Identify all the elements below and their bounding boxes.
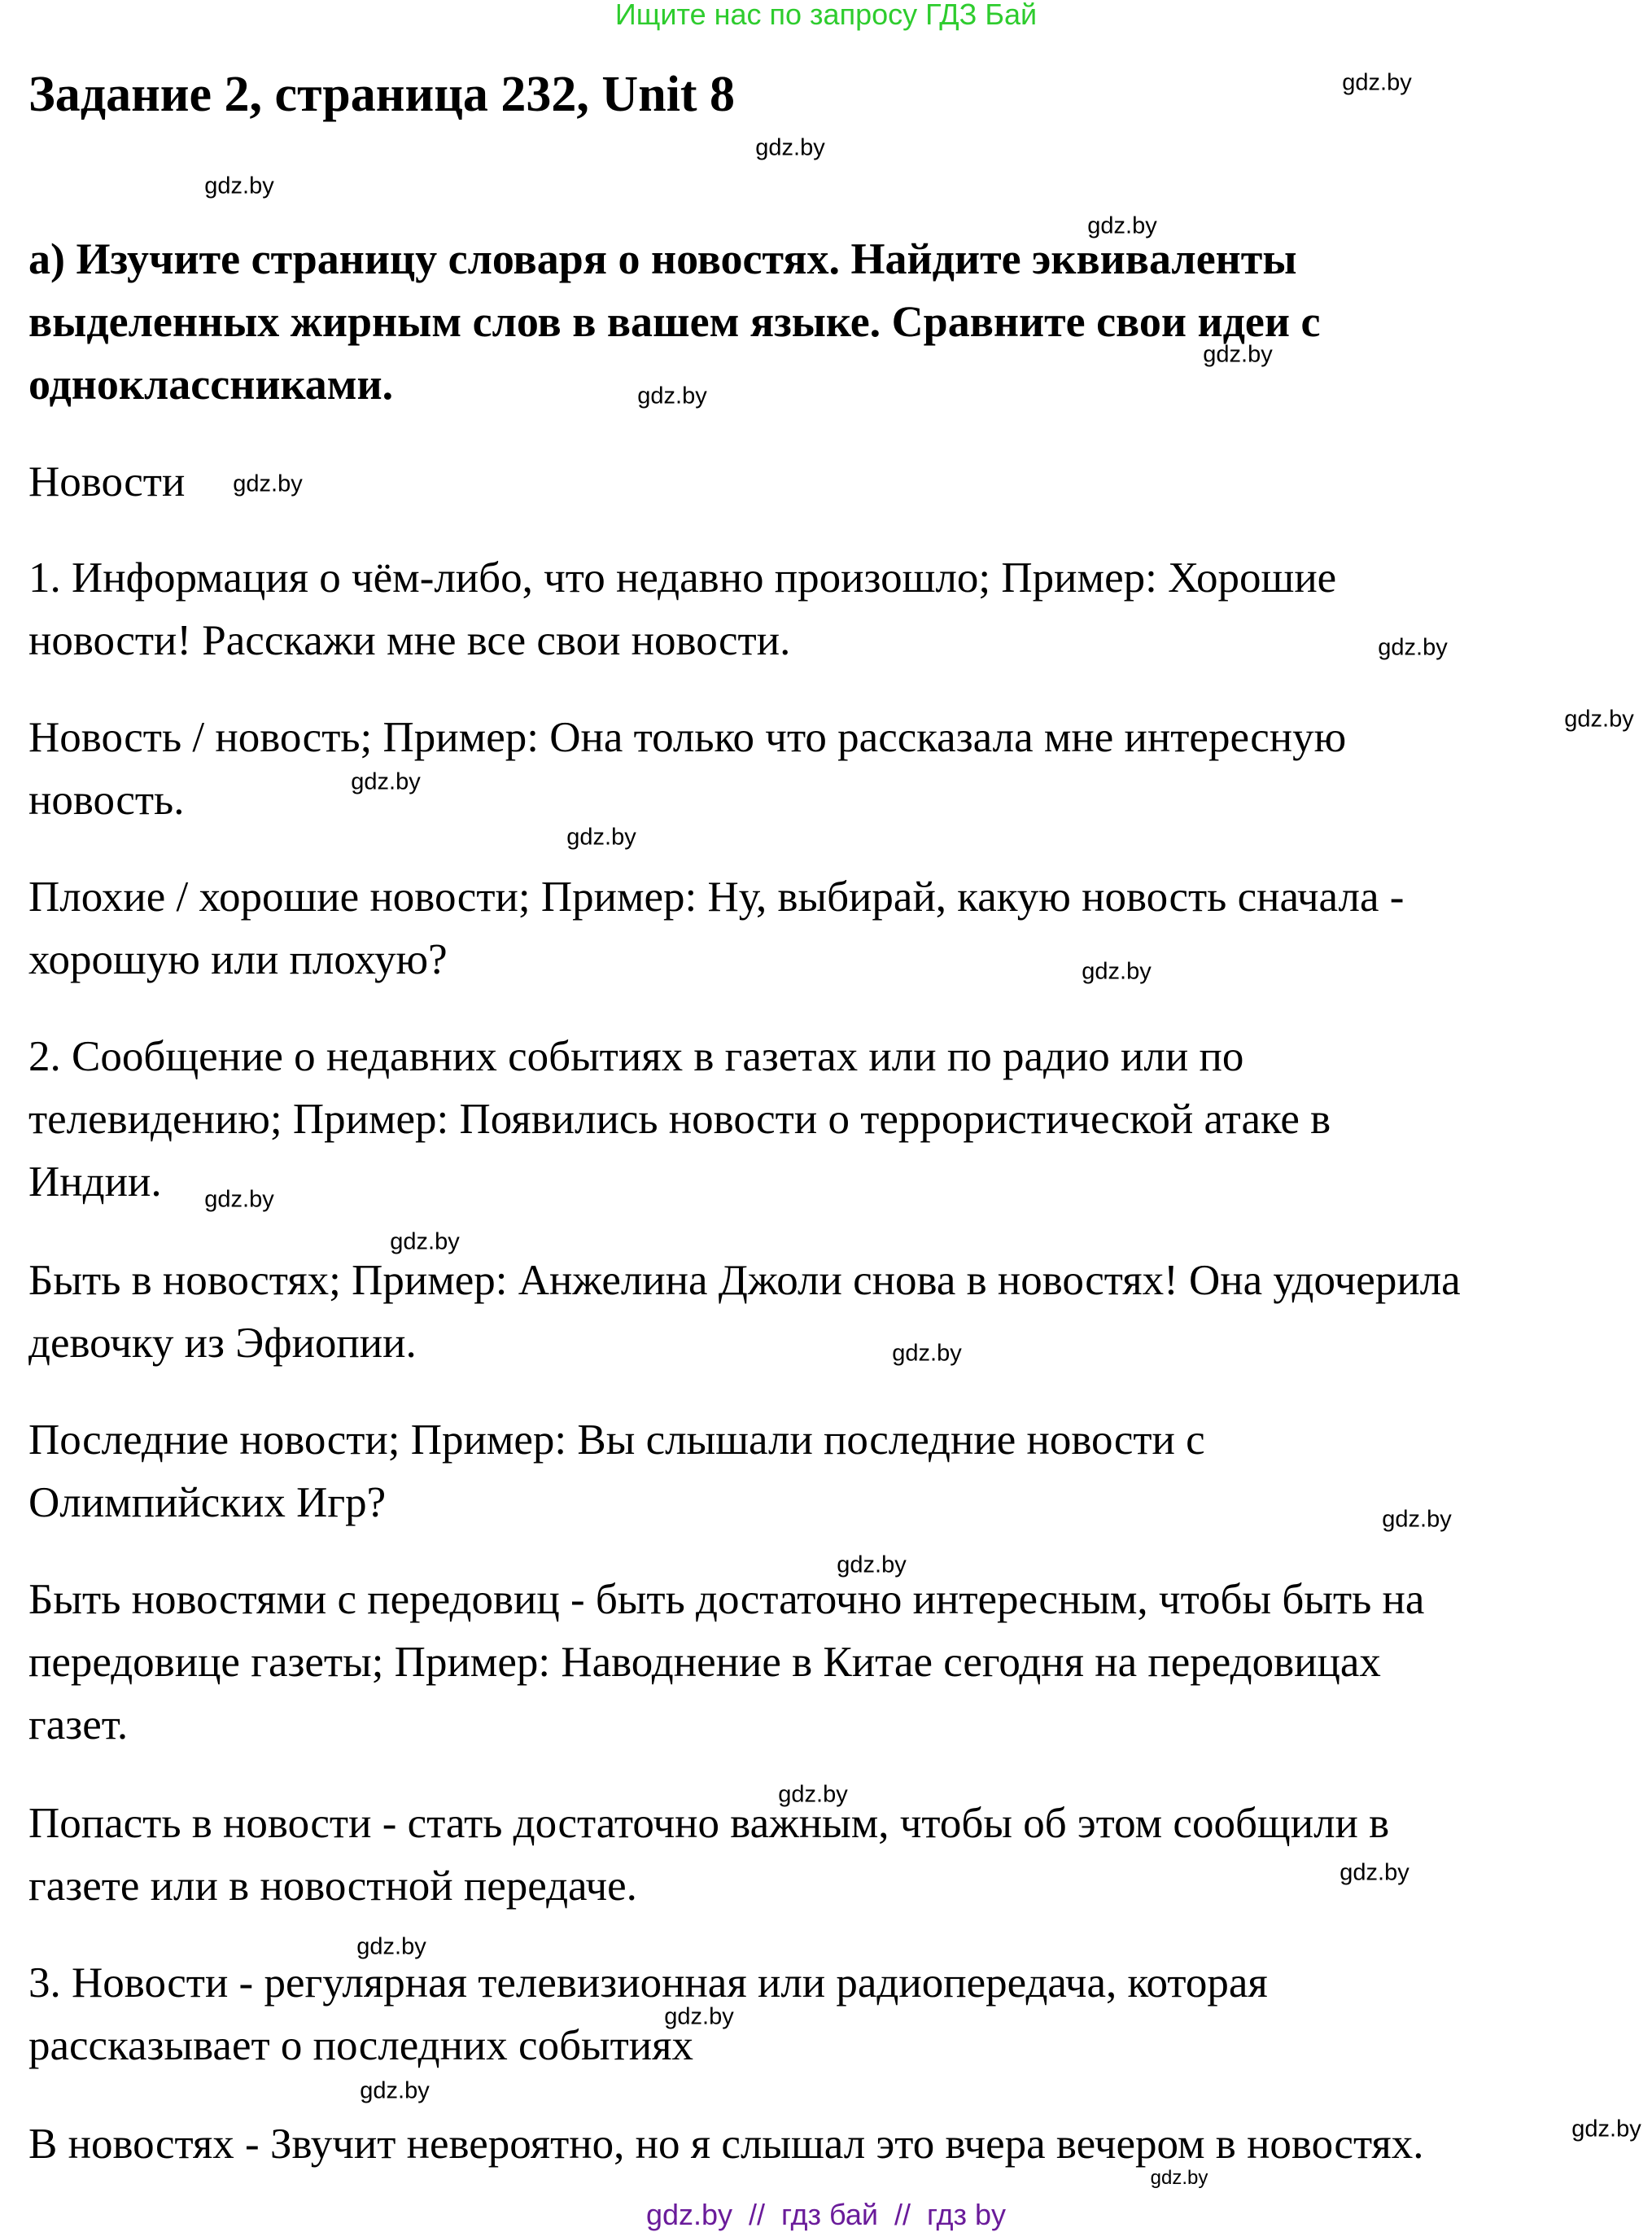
definition-paragraph [28,1569,1424,1757]
text-line: передовице газеты; Пример: Наводнение в Китае сегодня на передовицах [28,1639,1381,1686]
definition-paragraph [28,866,1404,991]
watermark: gdz.by [204,173,274,199]
text-line: а) Изучите страницу словаря о новостях. Найдите эквиваленты [28,234,1297,283]
text-line: Последние новости; Пример: Вы слышали последние новости с [28,1416,1205,1464]
text-line: Новости [28,458,186,505]
definition-paragraph [28,1409,1205,1534]
watermark: gdz.by [360,2077,430,2104]
text-line: 2. Сообщение о недавних событиях в газетах или по радио или по [28,1033,1244,1080]
text-line: хорошую или плохую? [28,936,448,983]
text-line: Попасть в новости - стать достаточно важным, чтобы об этом сообщили в [28,1800,1390,1847]
text-line: Плохие / хорошие новости; Пример: Ну, выбирай, какую новость сначала - [28,873,1405,921]
watermark: gdz.by [664,2003,734,2030]
watermark: gdz.by [1203,341,1273,368]
watermark: gdz.by [233,470,303,497]
text-line: девочку из Эфиопии. [28,1320,417,1367]
text-line: 3. Новости - регулярная телевизионная или радиопередача, которая [28,1959,1268,2007]
watermark: gdz.by [566,824,636,851]
definition-paragraph [28,547,1336,672]
watermark: gdz.by [1564,706,1634,733]
text-line: Индии. [28,1158,162,1206]
watermark: gdz.by [1082,958,1152,985]
watermark: gdz.by [637,383,707,409]
watermark: gdz.by [1382,1506,1452,1533]
text-line: новости! Расскажи мне все свои новости. [28,617,791,664]
section-heading [28,451,185,514]
watermark: gdz.by [892,1340,962,1367]
watermark: gdz.by [837,1551,907,1578]
watermark: gdz.by [755,134,825,161]
text-line: рассказывает о последних событиях [28,2022,694,2069]
definition-paragraph [28,1249,1461,1375]
text-line: одноклассниками. [28,360,394,409]
text-line: 1. Информация о чём-либо, что недавно произошло; Пример: Хорошие [28,554,1337,602]
text-line: газете или в новостной передаче. [28,1862,637,1910]
watermark: gdz.by [390,1228,460,1255]
definition-paragraph [28,1026,1331,1214]
text-line: Быть новостями с передовиц - быть достаточно интересным, чтобы быть на [28,1576,1425,1623]
watermark: gdz.by [1342,69,1412,96]
watermark: gdz.by [1150,2167,1208,2189]
watermark: gdz.by [204,1186,274,1213]
watermark: gdz.by [778,1781,848,1808]
text-line: газет. [28,1701,129,1748]
definition-paragraph [28,707,1346,832]
text-line: Олимпийских Игр? [28,1479,387,1526]
text-line: новость. [28,777,185,824]
watermark: gdz.by [351,768,421,795]
watermark: gdz.by [356,1933,426,1960]
text-line: Быть в новостях; Пример: Анжелина Джоли снова в новостях! Она удочерила [28,1257,1461,1304]
text-line: В новостях - Звучит невероятно, но я слышал это вчера вечером в новостях. [28,2120,1424,2168]
definition-paragraph [28,1792,1389,1918]
watermark: gdz.by [1087,212,1157,239]
text-line: телевидению; Пример: Появились новости о террористической атаке в [28,1096,1331,1143]
definition-paragraph [28,1952,1268,2077]
text-line: Новость / новость; Пример: Она только что рассказала мне интересную [28,714,1347,761]
text-line: выделенных жирным слов в вашем языке. Сравните свои идеи с [28,297,1321,346]
watermark: gdz.by [1571,2116,1641,2142]
page-title: Задание 2, страница 232, Unit 8 [28,67,736,122]
watermark: gdz.by [1378,634,1448,661]
definition-paragraph [28,2113,1424,2176]
search-hint-link[interactable]: Ищите нас по запросу ГДЗ Бай [614,0,1038,31]
footer-links[interactable]: gdz.by // гдз бай // гдз by [645,2198,1007,2231]
watermark: gdz.by [1340,1859,1409,1886]
